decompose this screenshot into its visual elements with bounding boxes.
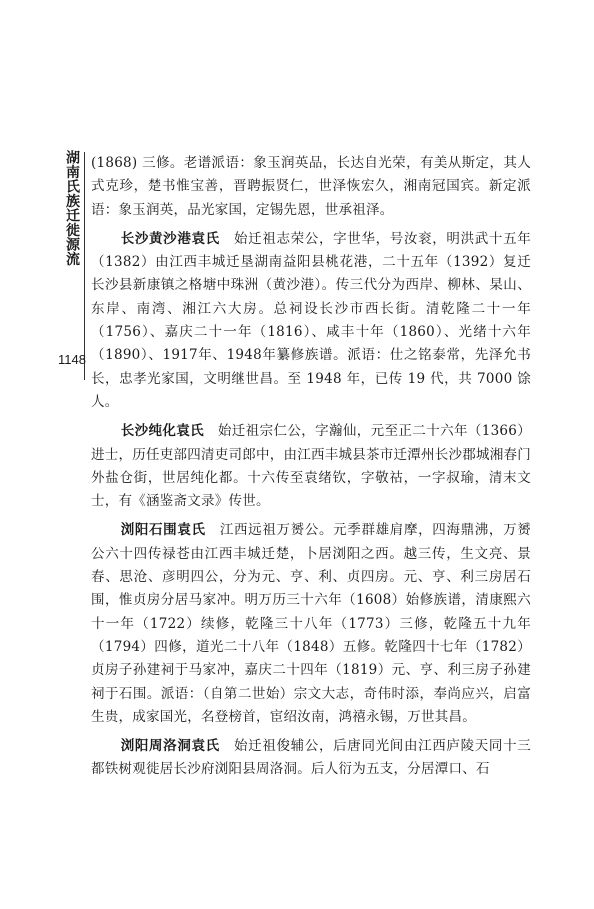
- body-text: [91, 152, 531, 782]
- entry-text: 始迁祖俊辅公，后唐同光间由江西庐陵天同十三都铁树观徙居长沙府浏阳县周洛洞。后人衍为五支，分居潭口、石: [91, 738, 531, 778]
- entry-heading: 浏阳周洛洞袁氏: [120, 738, 220, 755]
- entry-chunhua: [91, 420, 531, 513]
- entry-huangshagang: [91, 228, 531, 414]
- entry-heading: 浏阳石围袁氏: [120, 522, 206, 539]
- paragraph-text: (1868) 三修。老谱派语：象玉润英品，长达自光荣，有美从斯定，其人式克珍，楚书惟宝善，晋聘振贤仁，世泽恢宏久，湘南冠国宾。新定派语：象玉润英，品光家国，定锡先恩，世承祖泽。: [91, 155, 531, 218]
- entry-text: 江西远祖万赟公。元季群雄肩摩，四海鼎沸，万赟公六十四传禄苍由江西丰城迁楚，卜居浏阳之西。越三传，生文亮、景春、思沧、彦明四公，分为元、亨、利、贞四房。元、亨、利三房居石围，惟贞房分居马家冲。明万历三十六年（1608）始修族谱，清康熙六十一年（1722）续修，乾隆三十八年（1773）三修，乾隆五十九年（1794）四修，道光二十八年（1848）五修。乾隆四十七年（1782）贞房子孙建祠于马家冲，嘉庆二十四年（1819）元、亨、利三房子孙建祠于石围。派语：（自第二世始）宗文大志，奇伟时添，奉尚应兴，启富生贵，成家国光，名登榜首，宦绍汝南，鸿禧永锡，万世其昌。: [91, 522, 532, 725]
- margin-rule: [84, 152, 85, 380]
- entry-text: 始迁祖志荣公，字世华，号汝衮，明洪武十五年（1382）由江西丰城迁垦湖南益阳县桃花港，二十五年（1392）复迁长沙县新康镇之格塘中珠洲（黄沙港）。传三代分为西岸、柳林、杲山、东岸、南湾、湘江六大房。总祠设长沙市西长街。清乾隆二十一年（1756）、嘉庆二十一年（1816）、咸丰十年（1860）、光绪十六年（1890）、1917年、1948年纂修族谱。派语：仕之铭泰常，先泽允书长，忠孝光家国，文明继世昌。至 1948 年，已传 19 代，共 7000 馀人。: [91, 230, 531, 410]
- book-title: 湖南氏族迁徙源流: [64, 150, 80, 266]
- page-number: 1148: [58, 352, 86, 367]
- paragraph-continued: [91, 152, 531, 222]
- entry-heading: 长沙纯化袁氏: [120, 423, 205, 440]
- entry-heading: 长沙黄沙港袁氏: [120, 230, 220, 247]
- entry-zhouluodong: [91, 735, 531, 782]
- entry-text: 始迁祖宗仁公，字瀚仙，元至正二十六年（1366）进士，历任吏部四清吏司郎中，由江西丰城县茶市迁潭州长沙郡城湘春门外盐仓街，世居纯化都。十六传至袁绪钦，字敬祜，一字叔瑜，清末文士，有《涵鉴斋文录》传世。: [91, 423, 532, 510]
- entry-shiwei: [91, 519, 531, 729]
